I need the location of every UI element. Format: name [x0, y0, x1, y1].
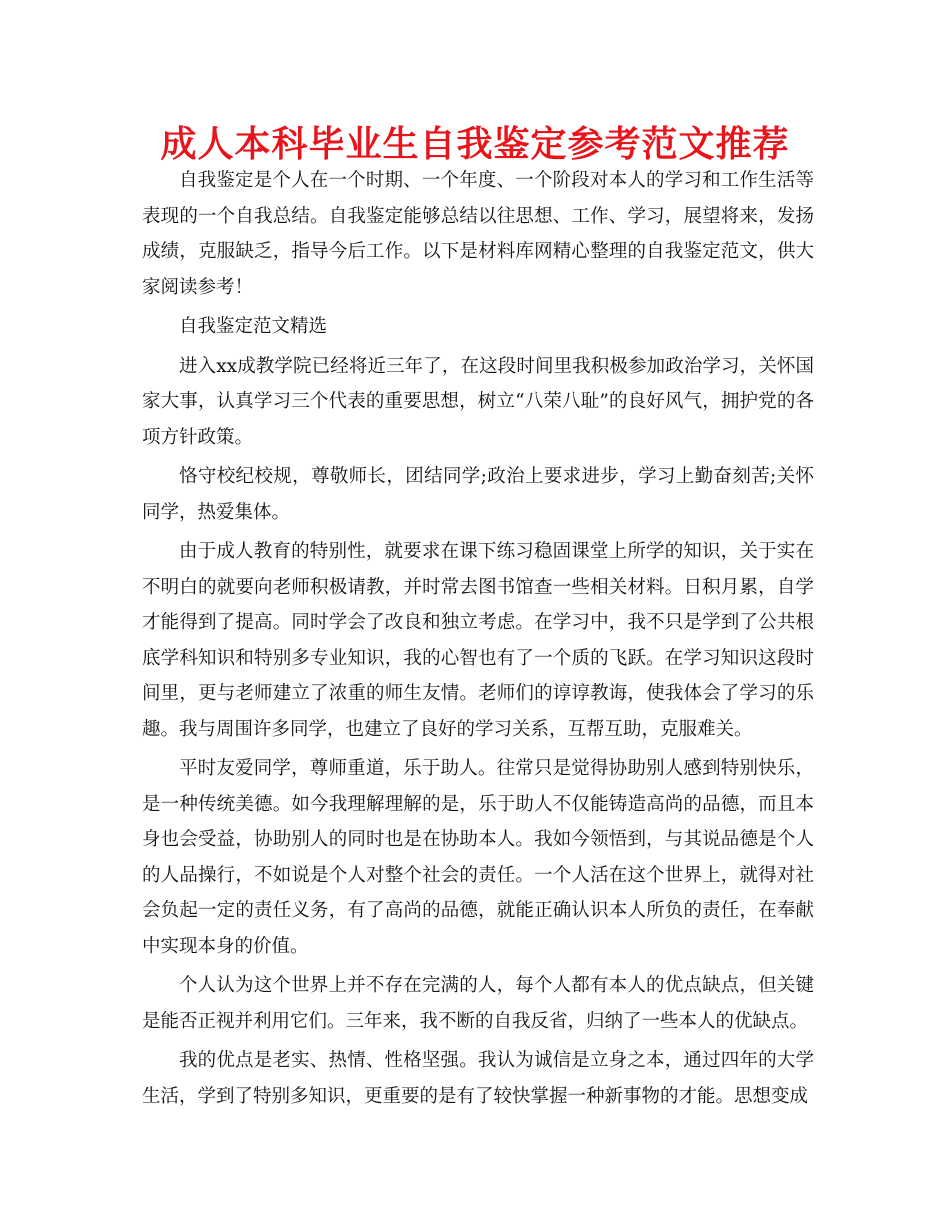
document-title: 成人本科毕业生自我鉴定参考范文推荐	[160, 124, 790, 165]
paragraph: 恪守校纪校规，尊敬师长，团结同学;政治上要求进步，学习上勤奋刻苦;关怀同学，热爱集体。	[142, 466, 814, 523]
paragraph: 平时友爱同学，尊师重道，乐于助人。往常只是觉得协助别人感到特别快乐，是一种传统美德。如今我理解理解的是，乐于助人不仅能铸造高尚的品德，而且本身也会受益，协助别人的同时也是在协助本人。我如今领悟到，与其说品德是个人的人品操行，不如说是个人对整个社会的责任。一个人活在这个世界上，就得对社会负起一定的责任义务，有了高尚的品德，就能正确认识本人所负的责任，在奉献中实现本身的价值。	[142, 758, 814, 957]
document-body	[142, 163, 814, 1118]
paragraph: 进入xx成教学院已经将近三年了，在这段时间里我积极参加政治学习，关怀国家大事，认真学习三个代表的重要思想，树立“八荣八耻”的良好风气，拥护党的各项方针政策。	[142, 355, 814, 448]
paragraph-intro: 自我鉴定是个人在一个时期、一个年度、一个阶段对本人的学习和工作生活等表现的一个自我总结。自我鉴定能够总结以往思想、工作、学习，展望将来，发扬成绩，克服缺乏，指导今后工作。以下是材料库网精心整理的自我鉴定范文，供大家阅读参考！	[142, 170, 814, 298]
paragraph: 个人认为这个世界上并不存在完满的人，每个人都有本人的优点缺点，但关键是能否正视并利用它们。三年来，我不断的自我反省，归纳了一些本人的优缺点。	[142, 975, 814, 1032]
paragraph: 由于成人教育的特别性，就要求在课下练习稳固课堂上所学的知识，关于实在不明白的就要向老师积极请教，并时常去图书馆查一些相关材料。日积月累，自学才能得到了提高。同时学会了改良和独立考虑。在学习中，我不只是学到了公共根底学科知识和特别多专业知识，我的心智也有了一个质的飞跃。在学习知识这段时间里，更与老师建立了浓重的师生友情。老师们的谆谆教诲，使我体会了学习的乐趣。我与周围许多同学，也建立了良好的学习关系，互帮互助，克服难关。	[142, 541, 814, 740]
paragraph-section-heading: 自我鉴定范文精选	[179, 316, 328, 337]
paragraph: 我的优点是老实、热情、性格坚强。我认为诚信是立身之本，通过四年的大学生活，学到了特别多知识，更重要的是有了较快掌握一种新事物的才能。思想变成	[142, 1050, 814, 1107]
